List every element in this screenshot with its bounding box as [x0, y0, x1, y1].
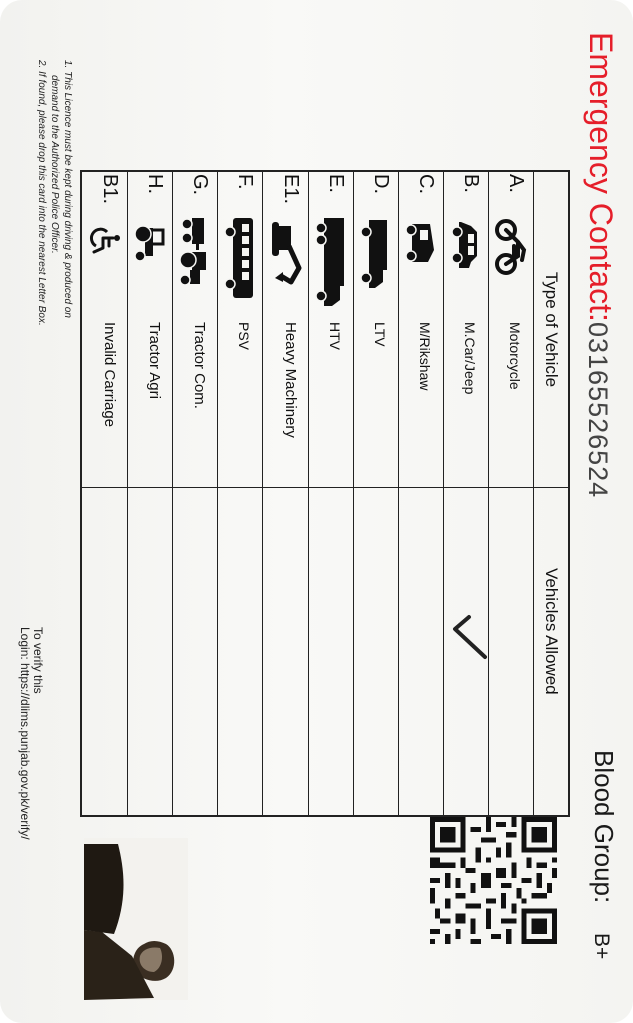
emergency-contact-number: 03165526524: [583, 322, 613, 499]
allowed-cell: [308, 488, 353, 815]
holder-photo: [84, 838, 188, 1000]
vehicle-name: LTV: [371, 322, 388, 347]
wheelchair-icon: [88, 216, 122, 312]
category-code: H.: [144, 174, 167, 194]
vehicle-name: Heavy Machinery: [281, 322, 299, 438]
table-row: [398, 172, 443, 488]
vehicle-name: HTV: [326, 322, 343, 350]
vehicle-categories-table: [80, 170, 570, 817]
note-line-1-cont: demand to the Authorized Police Officer.: [49, 75, 60, 254]
table-row: [172, 172, 217, 488]
note-line-1: 1. This Licence must be kept during driving & produced on: [62, 60, 73, 318]
bus-icon: [223, 216, 257, 312]
allowed-cell: [127, 488, 172, 815]
allowed-cell: [172, 488, 217, 815]
vehicle-name: Motorcycle: [507, 322, 523, 390]
verify-title: To verify this: [31, 627, 45, 694]
category-code: D.: [369, 174, 392, 194]
category-code: G.: [189, 174, 212, 196]
vehicle-name: M.Car/Jeep: [461, 322, 478, 395]
category-code: C.: [414, 174, 437, 194]
note-line-2: 2. If found, please drop this card into the nearest Letter Box.: [36, 60, 47, 326]
rickshaw-icon: [404, 216, 438, 312]
blood-group-label: Blood Group:: [589, 750, 619, 904]
category-code: E.: [324, 174, 347, 193]
table-row: [262, 172, 307, 488]
allowed-cell: [82, 488, 127, 815]
emergency-contact-label: Emergency Contact:: [583, 32, 619, 322]
allowed-cell: [488, 488, 533, 815]
excavator-icon: [269, 216, 303, 312]
table-row: [308, 172, 353, 488]
qr-code[interactable]: [430, 817, 557, 944]
allowed-cell: [353, 488, 398, 815]
vehicle-name: M/Rikshaw: [416, 322, 433, 391]
column-header-type: Type of Vehicle: [533, 172, 568, 488]
category-code: B1.: [99, 174, 122, 205]
table-row: [217, 172, 262, 488]
table-row: [127, 172, 172, 488]
table-row: [82, 172, 127, 488]
table-row: [443, 172, 488, 488]
allowed-cell: [217, 488, 262, 815]
allowed-cell: [443, 488, 488, 815]
table-row: [353, 172, 398, 488]
category-code: F.: [234, 174, 257, 190]
table-row: [488, 172, 533, 488]
category-code: E1.: [279, 174, 302, 205]
vehicle-name: Tractor Agri: [146, 322, 164, 399]
allowed-cell: [262, 488, 307, 815]
checkmark-icon: [449, 613, 488, 661]
motorcycle-icon: [494, 216, 528, 312]
tractor-trailer-icon: [178, 216, 212, 312]
tractor-icon: [133, 216, 167, 312]
blood-group-value: B+: [590, 933, 613, 960]
column-header-allowed: Vehicles Allowed: [533, 488, 568, 815]
heavy-truck-icon: [314, 216, 348, 312]
vehicle-name: PSV: [236, 322, 253, 351]
category-code: B.: [459, 174, 482, 193]
car-icon: [449, 216, 483, 312]
vehicle-name: Tractor Com.: [191, 322, 209, 409]
vehicle-name: Invalid Carriage: [101, 322, 119, 428]
allowed-cell: [398, 488, 443, 815]
light-truck-icon: [359, 216, 393, 312]
category-code: A.: [505, 174, 527, 193]
verify-url[interactable]: Login: https://dlims.punjab.gov.pk/verify/: [18, 627, 32, 840]
